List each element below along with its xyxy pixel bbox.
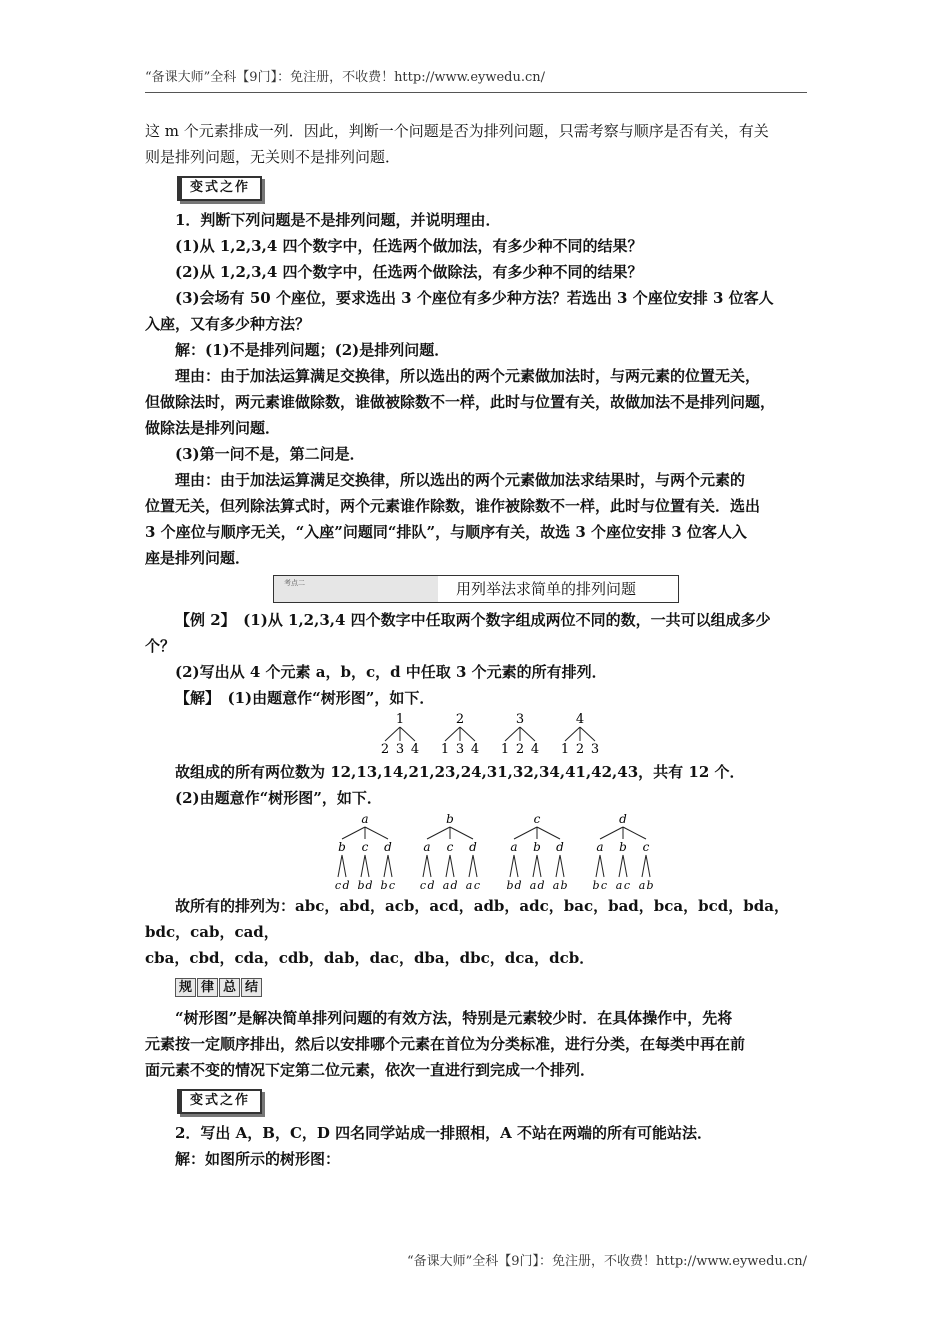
tree2-leaf: c — [334, 879, 342, 892]
tree2-leaf-branch — [384, 855, 388, 877]
tree2-branch — [514, 827, 537, 839]
ex1-reason3-4: 座是排列问题． — [145, 549, 251, 567]
tree2-leaf-branch — [600, 855, 604, 877]
ex2-answer-2b: cba，cbd，cda，cdb，dab，dac，dba，dbc，dca，dcb． — [145, 949, 595, 967]
tree2-mid: c — [446, 840, 454, 854]
summary-badge-char: 律 — [197, 978, 218, 997]
tree2-leaf: b — [646, 879, 654, 892]
tree1-branch — [385, 727, 400, 741]
kaodian-tag: 考点二 — [274, 576, 438, 602]
tree2-leaf-branch — [623, 855, 627, 877]
tree2-branch — [450, 827, 473, 839]
tree2-leaf-branch — [537, 855, 541, 877]
ex1-reason-1: 理由：由于加法运算满足交换律，所以选出的两个元素做加法时，与两元素的位置无关， — [175, 367, 761, 385]
tree2-leaf-branch — [642, 855, 646, 877]
tree2-leaf-branch — [596, 855, 600, 877]
tree2-leaf-branch — [388, 855, 392, 877]
tree2-leaf-branch — [556, 855, 560, 877]
tree1-branch — [580, 727, 595, 741]
tree2-branch — [427, 827, 450, 839]
tree2-mid: d — [556, 840, 564, 854]
ex2-solution-2: (2)由题意作“树形图”，如下． — [175, 789, 382, 807]
kaodian-box — [273, 575, 679, 603]
tree2-leaf-branch — [619, 855, 623, 877]
variant-badge: 变式之作 — [177, 176, 262, 201]
tree2-mid: c — [642, 840, 650, 854]
tree2-root: a — [361, 812, 369, 826]
tree2-mid: a — [596, 840, 604, 854]
tree1-branch — [520, 727, 535, 741]
ex1-reason-3: 做除法是排列问题． — [145, 419, 281, 437]
tree2-leaf-branch — [510, 855, 514, 877]
tree2-leaf: c — [419, 879, 427, 892]
tree2-mid: d — [384, 840, 392, 854]
page-content — [145, 118, 813, 1172]
tree1-leaf: 4 — [530, 742, 540, 757]
tree1-leaf: 1 — [560, 742, 570, 757]
tree2-branch — [623, 827, 646, 839]
tree1-branch — [460, 727, 475, 741]
tree1-leaf: 2 — [515, 742, 525, 757]
tree2-branch — [342, 827, 365, 839]
summary-line-2: 元素按一定顺序排出，然后以安排哪个元素在首位为分类标准，进行分类，在每类中再在前 — [145, 1035, 746, 1053]
tree2-mid: a — [423, 840, 431, 854]
tree2-leaf-branch — [646, 855, 650, 877]
tree2-leaf: d — [450, 879, 458, 892]
tree1-root: 2 — [455, 712, 465, 727]
ex2-question-a: 【例 2】 (1)从 1,2,3,4 四个数字中任取两个数字组成两位不同的数，一共可以组成多少 — [175, 611, 771, 629]
tree1-root: 4 — [575, 712, 585, 727]
tree1-leaf: 3 — [455, 742, 465, 757]
intro-line-1: 这 m 个元素排成一列．因此，判断一个问题是否为排列问题，只需考察与顺序是否有关，有关 — [145, 122, 769, 140]
tree2-branch — [365, 827, 388, 839]
tree1-leaf: 3 — [590, 742, 600, 757]
tree2-mid: b — [619, 840, 627, 854]
tree2-mid: b — [338, 840, 346, 854]
tree1-root: 1 — [395, 712, 405, 727]
tree2-leaf-branch — [423, 855, 427, 877]
tree2-leaf-branch — [560, 855, 564, 877]
ex1-q3a: (3)会场有 50 个座位，要求选出 3 个座位有多少种方法？若选出 3 个座位安排 3 位客人 — [175, 289, 774, 307]
summary-badge-char: 总 — [219, 978, 240, 997]
ex1-solution: 解：(1)不是排列问题；(2)是排列问题． — [175, 341, 450, 359]
ex1-reason-2: 但做除法时，两元素谁做除数，谁做被除数不一样，此时与位置有关，故做加法不是排列问题， — [145, 393, 776, 411]
tree1-leaf: 2 — [380, 742, 390, 757]
tree2-mid: b — [533, 840, 541, 854]
tree2-leaf: a — [529, 879, 537, 892]
ex1-reason3-1: 理由：由于加法运算满足交换律，所以选出的两个元素做加法求结果时，与两个元素的 — [175, 471, 746, 489]
letter-tree-diagram — [145, 811, 813, 893]
page-footer: “备课大师”全科【9门】：免注册，不收费！http://www.eywedu.cn/ — [406, 1254, 807, 1269]
ex2-question-b: 个？ — [145, 637, 176, 655]
tree2-leaf: b — [357, 879, 365, 892]
ex2-question-2: (2)写出从 4 个元素 a，b，c，d 中任取 3 个元素的所有排列． — [175, 663, 607, 681]
tree2-leaf: a — [465, 879, 473, 892]
tree2-leaf: c — [473, 879, 481, 892]
tree2-leaf-branch — [473, 855, 477, 877]
tree2-leaf-branch — [446, 855, 450, 877]
ex1-q3b: 入座，又有多少种方法？ — [145, 315, 311, 333]
tree2-branch — [600, 827, 623, 839]
tree2-leaf: d — [514, 879, 522, 892]
tree2-root: b — [446, 812, 454, 826]
tree2-leaf-branch — [365, 855, 369, 877]
tree2-leaf: d — [537, 879, 545, 892]
tree1-leaf: 4 — [410, 742, 420, 757]
variant-badge-2: 变式之作 — [177, 1089, 262, 1114]
tree2-leaf-branch — [361, 855, 365, 877]
tree2-leaf-branch — [514, 855, 518, 877]
number-tree-diagram — [145, 711, 813, 759]
ex2-answer-1: 故组成的所有两位数为 12,13,14,21,23,24,31,32,34,41,42,43，共有 12 个． — [175, 763, 745, 781]
tree2-leaf: c — [623, 879, 631, 892]
summary-line-1: “树形图”是解决简单排列问题的有效方法，特别是元素较少时．在具体操作中，先将 — [175, 1009, 733, 1027]
tree2-leaf: a — [638, 879, 646, 892]
tree1-leaf: 1 — [500, 742, 510, 757]
tree2-leaf-branch — [342, 855, 346, 877]
header-rule — [145, 92, 807, 93]
tree2-leaf: a — [615, 879, 623, 892]
ex2-solution-1: 【解】 (1)由题意作“树形图”，如下． — [175, 689, 435, 707]
tree2-leaf: b — [380, 879, 388, 892]
tree2-leaf: a — [442, 879, 450, 892]
tree1-leaf: 1 — [440, 742, 450, 757]
kaodian-title: 用列举法求简单的排列问题 — [456, 580, 637, 598]
tree2-leaf: d — [365, 879, 373, 892]
ex1-solution-3: (3)第一问不是，第二问是． — [175, 445, 365, 463]
tree1-branch — [400, 727, 415, 741]
tree2-leaf: c — [388, 879, 396, 892]
tree2-leaf: d — [427, 879, 435, 892]
tree2-leaf: b — [592, 879, 600, 892]
ex3-question: 2．写出 A，B，C，D 四名同学站成一排照相，A 不站在两端的所有可能站法． — [175, 1124, 713, 1142]
tree1-branch — [505, 727, 520, 741]
tree2-leaf-branch — [533, 855, 537, 877]
summary-badge — [175, 975, 263, 1001]
ex1-q2: (2)从 1,2,3,4 四个数字中，任选两个做除法，有多少种不同的结果？ — [175, 263, 643, 281]
tree2-leaf: a — [552, 879, 560, 892]
ex1-reason3-2: 位置无关，但列除法算式时，两个元素谁作除数，谁作被除数不一样，此时与位置有关．选出 — [145, 497, 761, 515]
tree1-leaf: 3 — [395, 742, 405, 757]
summary-line-3: 面元素不变的情况下定第二位元素，依次一直进行到完成一个排列． — [145, 1061, 596, 1079]
page-header: “备课大师”全科【9门】：免注册，不收费！http://www.eywedu.cn/ — [145, 70, 546, 85]
tree2-leaf-branch — [469, 855, 473, 877]
tree2-mid: d — [469, 840, 477, 854]
tree2-root: d — [619, 812, 627, 826]
tree1-branch — [445, 727, 460, 741]
intro-line-2: 则是排列问题，无关则不是排列问题． — [145, 148, 401, 166]
ex2-answer-2a: 故所有的排列为：abc，abd，acb，acd，adb，adc，bac，bad，bca，bcd，bda，bdc，cab，cad， — [145, 897, 789, 941]
tree1-leaf: 4 — [470, 742, 480, 757]
ex1-question: 1．判断下列问题是不是排列问题，并说明理由． — [175, 211, 501, 229]
tree2-leaf: b — [506, 879, 514, 892]
tree2-branch — [537, 827, 560, 839]
tree2-leaf: b — [560, 879, 568, 892]
tree1-root: 3 — [515, 712, 525, 727]
tree2-root: c — [533, 812, 541, 826]
summary-badge-char: 结 — [241, 978, 262, 997]
tree2-leaf-branch — [338, 855, 342, 877]
tree2-leaf-branch — [427, 855, 431, 877]
ex1-reason3-3: 3 个座位与顺序无关，“入座”问题同“排队”，与顺序有关，故选 3 个座位安排 3 位客人入 — [145, 523, 747, 541]
tree1-branch — [565, 727, 580, 741]
tree2-mid: c — [361, 840, 369, 854]
tree2-mid: a — [510, 840, 518, 854]
tree2-leaf: d — [342, 879, 350, 892]
tree2-leaf-branch — [450, 855, 454, 877]
ex3-solution: 解：如图所示的树形图： — [175, 1150, 341, 1168]
summary-badge-char: 规 — [175, 978, 196, 997]
ex1-q1: (1)从 1,2,3,4 四个数字中，任选两个做加法，有多少种不同的结果？ — [175, 237, 643, 255]
tree2-leaf: c — [600, 879, 608, 892]
tree1-leaf: 2 — [575, 742, 585, 757]
